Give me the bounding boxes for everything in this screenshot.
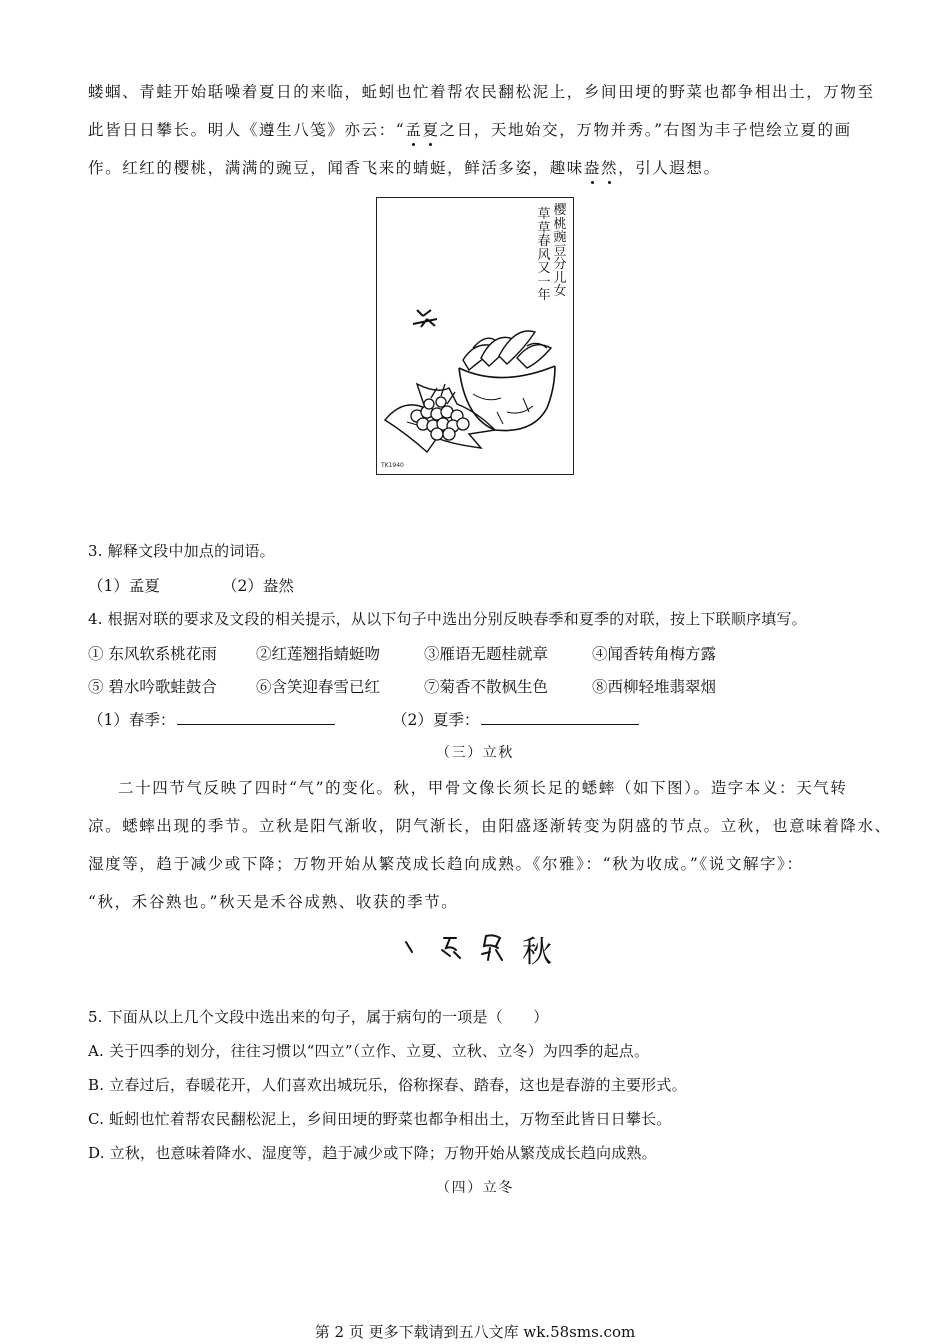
painting-inscription: 草草春风又一年 xyxy=(537,207,551,303)
cherries-and-peas-drawing xyxy=(377,198,573,474)
couplet-option: ⑥含笑迎春雪已红 xyxy=(256,678,381,696)
q5-stem: 5. 下面从以上几个文段中选出来的句子，属于病句的一项是（ ） xyxy=(88,1008,549,1026)
paragraph-line-1: 蝼蝈、青蛙开始聒噪着夏日的来临，蚯蚓也忙着帮农民翻松泥上，乡间田埂的野菜也都争相出土，万物至 xyxy=(88,83,875,101)
q3-item-1: （1）孟夏 xyxy=(88,577,160,595)
summer-answer-blank xyxy=(392,708,639,730)
section-3-line: 凉。蟋蟀出现的季节。立秋是阳气渐收，阴气渐长，由阳盛逐渐转变为阴盛的节点。立秋，也意味着降水、 xyxy=(88,817,892,835)
q5-option-b: B. 立春过后，春暖花开，人们喜欢出城玩乐，俗称探春、踏春，这也是春游的主要形式。 xyxy=(88,1076,687,1094)
q5-option-d: D. 立秋，也意味着降水、湿度等，趋于减少或下降；万物开始从繁茂成长趋向成熟。 xyxy=(88,1144,657,1162)
paragraph-line-3 xyxy=(88,156,721,178)
dotted-char: 夏 xyxy=(422,121,440,139)
q5-option-c: C. 蚯蚓也忙着帮农民翻松泥上，乡间田埂的野菜也都争相出土，万物至此皆日日攀长。 xyxy=(88,1110,672,1128)
couplet-option: ④闻香转角梅方露 xyxy=(592,645,717,663)
dotted-char: 盎 xyxy=(583,159,602,177)
bowl-drawing xyxy=(459,366,555,431)
painting-seal: TK1940 xyxy=(381,462,404,469)
ancient-glyphs-drawing xyxy=(394,930,524,964)
couplet-option: ⑦菊香不散枫生色 xyxy=(424,678,549,696)
couplet-option: ⑧西柳轻堆翡翠烟 xyxy=(592,678,717,696)
q4-stem: 4. 根据对联的要求及文段的相关提示，从以下句子中选出分别反映春季和夏季的对联，按上下联顺序填写。 xyxy=(88,610,807,628)
q5-option-a: A. 关于四季的划分，往往习惯以“四立”（立作、立夏、立秋、立冬）为四季的起点。 xyxy=(88,1042,650,1060)
spring-label: （1）春季： xyxy=(88,711,176,729)
paragraph-line-2 xyxy=(88,118,852,140)
qiu-modern-glyph: 秋 xyxy=(522,935,552,970)
section-3-line: “秋，禾谷熟也。”秋天是禾谷成熟、收获的季节。 xyxy=(88,893,459,911)
answer-underline xyxy=(177,709,335,725)
pea-pods-drawing xyxy=(463,331,551,370)
summer-label: （2）夏季： xyxy=(392,711,480,729)
answer-underline xyxy=(481,709,639,725)
qiu-glyph-evolution xyxy=(394,930,564,970)
couplet-option: ⑤ 碧水吟歌蛙鼓合 xyxy=(88,678,217,696)
dragonfly-drawing xyxy=(413,310,437,327)
paragraph-text: 此皆日日攀长。明人《遵生八笺》亦云：“ xyxy=(88,121,406,139)
couplet-option: ① 东风软系桃花雨 xyxy=(88,645,217,663)
section-3-title: （三）立秋 xyxy=(436,745,514,761)
q3-item-2: （2）盎然 xyxy=(222,577,294,595)
paragraph-text: 之日，天地始交，万物并秀。”右图为丰子恺绘立夏的画 xyxy=(439,121,852,139)
dotted-char: 然 xyxy=(601,159,619,177)
painting-inscription: 樱桃豌豆分儿女 xyxy=(553,203,567,299)
spring-answer-blank xyxy=(88,708,335,730)
dotted-char: 孟 xyxy=(405,121,423,139)
paragraph-text: 作。红红的樱桃，满满的豌豆，闻香飞来的蜻蜓，鲜活多姿，趣味 xyxy=(88,159,584,177)
section-3-line: 湿度等，趋于减少或下降；万物开始从繁茂成长趋向成熟。《尔雅》：“秋为收成。”《说文解字》： xyxy=(88,855,804,873)
section-3-line: 二十四节气反映了四时“气”的变化。秋，甲骨文像长须长足的蟋蟀（如下图）。造字本义：天气转 xyxy=(118,779,848,797)
feng-zikai-painting xyxy=(376,197,574,475)
section-4-title: （四）立冬 xyxy=(436,1180,514,1196)
couplet-option: ③雁语无题桂就章 xyxy=(424,645,549,663)
paragraph-text: ，引人遐想。 xyxy=(618,159,721,177)
page-footer: 第 2 页 更多下载请到五八文库 wk.58sms.com xyxy=(314,1323,636,1341)
couplet-option: ②红莲翘指蜻蜓吻 xyxy=(256,645,381,663)
q3-stem: 3. 解释文段中加点的词语。 xyxy=(88,542,275,560)
